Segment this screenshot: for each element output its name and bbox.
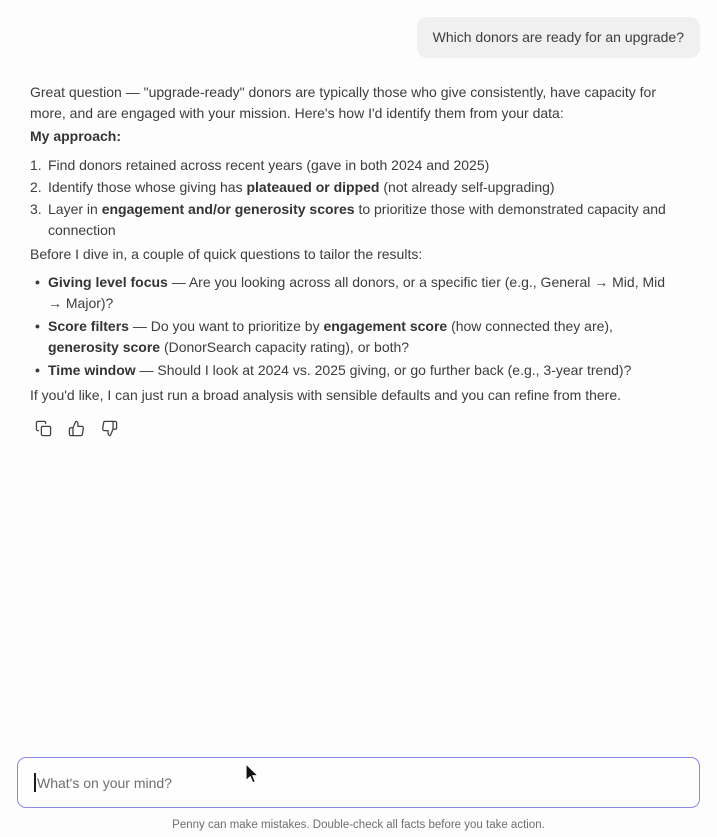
thumbs-up-button[interactable]: [68, 420, 85, 437]
question-time-window: • Time window — Should I look at 2024 vs. 2025 giving, or go further back (e.g., 3-year trend)?: [48, 360, 672, 381]
copy-button[interactable]: [35, 420, 52, 437]
copy-icon: [35, 420, 52, 437]
assistant-message: [30, 82, 672, 406]
clarifying-questions-list: [30, 272, 672, 381]
disclaimer-text: Penny can make mistakes. Double-check all facts before you take action.: [172, 819, 545, 831]
assistant-intro-paragraph: Great question — "upgrade-ready" donors are typically those who give consistently, have capacity for more, and are engaged with your mission. Here's how I'd identify them from your data:: [30, 84, 657, 121]
approach-step-1: Find donors retained across recent years (gave in both 2024 and 2025): [48, 157, 490, 173]
question-score-filters: • Score filters — Do you want to prioritize by engagement score (how connected they are), generosity score (DonorSearch capacity rating), or both?: [48, 316, 672, 358]
questions-intro: Before I dive in, a couple of quick questions to tailor the results:: [30, 246, 423, 262]
message-actions: [35, 420, 717, 437]
mouse-cursor-icon: [244, 763, 260, 785]
user-message-row: [0, 0, 717, 58]
user-message-text: Which donors are ready for an upgrade?: [432, 29, 684, 45]
approach-step-2: Identify those whose giving has plateaued or dipped (not already self-upgrading): [48, 179, 555, 195]
message-input[interactable]: [18, 758, 699, 807]
text-caret: [34, 773, 36, 792]
thumbs-down-button[interactable]: [101, 420, 118, 437]
user-message-bubble: [417, 17, 700, 58]
question-giving-level-focus: • Giving level focus — Are you looking across all donors, or a specific tier (e.g., General → Mid, Mid → Major)?: [48, 272, 672, 314]
approach-steps-list: [30, 155, 672, 241]
thumbs-down-icon: [101, 420, 118, 437]
approach-heading: My approach:: [30, 128, 122, 144]
composer: [17, 757, 700, 808]
approach-step-3: Layer in engagement and/or generosity scores to prioritize those with demonstrated capacity and connection: [48, 201, 666, 238]
thumbs-up-icon: [68, 420, 85, 437]
assistant-closing-paragraph: If you'd like, I can just run a broad analysis with sensible defaults and you can refine from there.: [30, 387, 621, 403]
